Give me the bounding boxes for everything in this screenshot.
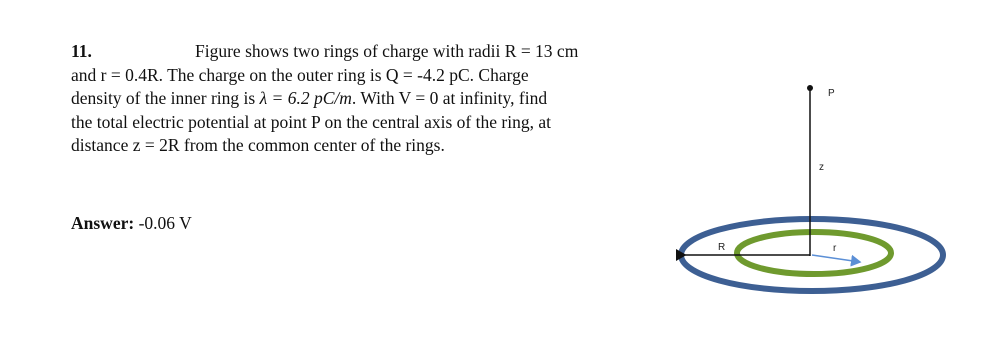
problem-line-5: distance z = 2R from the common center of the rings. <box>71 135 445 155</box>
charge-density-expression: λ = 6.2 pC/m <box>259 88 352 108</box>
problem-text-3b: . With V = 0 at infinity, find <box>351 88 548 108</box>
answer-label: Answer: <box>71 213 135 233</box>
problem-number: 11. <box>71 41 92 61</box>
inner-radius-label: r <box>833 243 837 254</box>
problem-line-2: and r = 0.4R. The charge on the outer ring is Q = -4.2 pC. Charge <box>71 64 529 85</box>
problem-text-1: Figure shows two rings of charge with radii R = 13 cm <box>195 41 579 61</box>
outer-radius-label: R <box>718 242 726 253</box>
problem-text-3a: density of the inner ring is <box>71 88 260 108</box>
inner-ring <box>737 232 891 274</box>
inner-radius-arrow <box>812 255 860 262</box>
problem-line-4: the total electric potential at point P on the central axis of the ring, at <box>71 111 551 132</box>
answer-value: -0.06 V <box>134 213 192 233</box>
point-p-dot <box>807 85 813 91</box>
point-p-label: P <box>828 88 835 99</box>
axis-z-label: z <box>819 162 824 173</box>
